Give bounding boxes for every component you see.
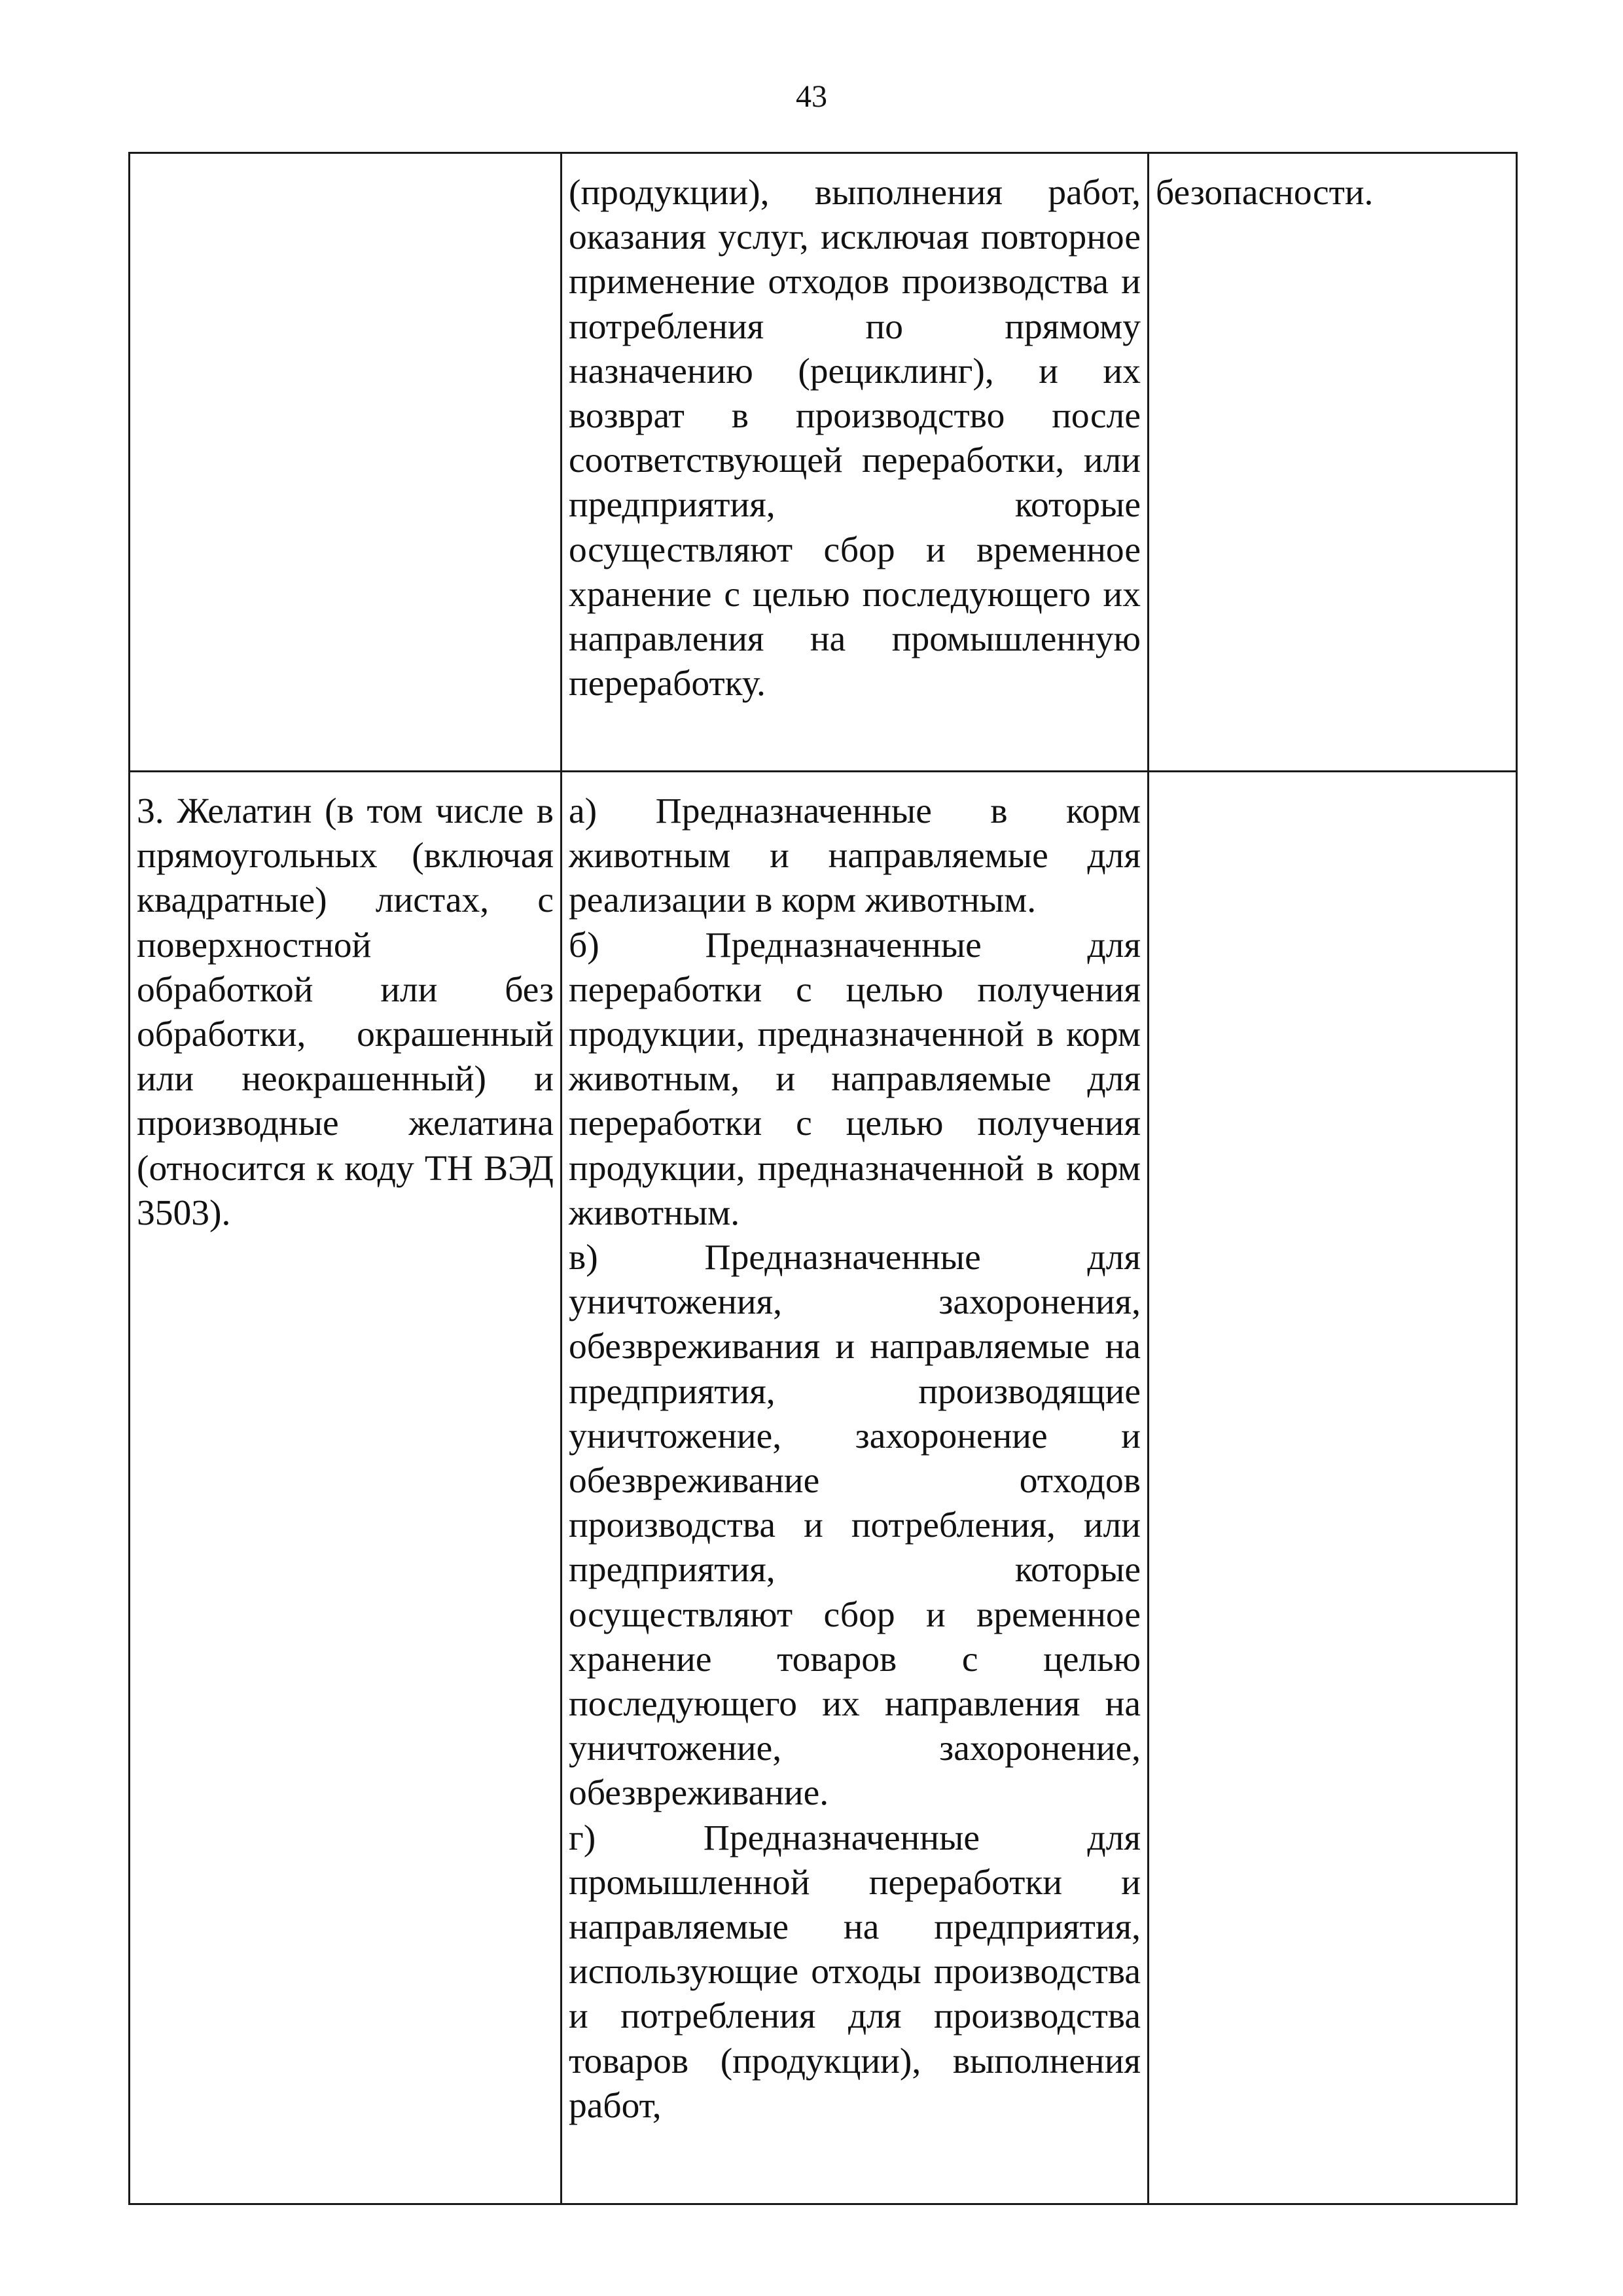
purpose-item-v: в) Предназначенные для уничтожения, захоронения, обезвреживания и направляемые на предприятия, производящие уничтожение, захоронение и обезвреживание отходов производства и потребления, или предприятия, которые осуществляют сбор и временное хранение товаров с целью последующего их направления на уничтожение, захоронение, обезвреживание.	[569, 1238, 1141, 1814]
table-row	[130, 772, 1517, 2204]
row-1-purpose-cell: (продукции), выполнения работ, оказания услуг, исключая повторное применение отходов производства и потребления по прямому назначению (рециклинг), и их возврат в производство после соответствующей переработки, или предприятия, которые осуществляют сбор и временное хранение с целью последующего их направления на промышленную переработку.	[562, 153, 1149, 772]
regulation-table	[128, 152, 1518, 2205]
purpose-item-g: г) Предназначенные для промышленной переработки и направляемые на предприятия, использующие отходы производства и потребления для производства товаров (продукции), выполнения работ,	[569, 1818, 1141, 2126]
row-2-product-cell: 3. Желатин (в том числе в прямоугольных (включая квадратные) листах, с поверхностной обработкой или без обработки, окрашенный или неокрашенный) и производные желатина (относится к коду ТН ВЭД 3503).	[130, 772, 562, 2204]
row-2-purpose-cell	[562, 772, 1149, 2204]
purpose-item-a: а) Предназначенные в корм животным и направляемые для реализации в корм животным.	[569, 791, 1141, 921]
purpose-item-b: б) Предназначенные для переработки с целью получения продукции, предназначенной в корм животным, и направляемые для переработки с целью получения продукции, предназначенной в корм животным.	[569, 925, 1141, 1233]
page-number: 43	[796, 79, 827, 114]
row-2-requirements-cell	[1149, 772, 1517, 2204]
table-row	[130, 153, 1517, 772]
row-1-product-cell	[130, 153, 562, 772]
row-1-requirements-cell: безопасности.	[1149, 153, 1517, 772]
